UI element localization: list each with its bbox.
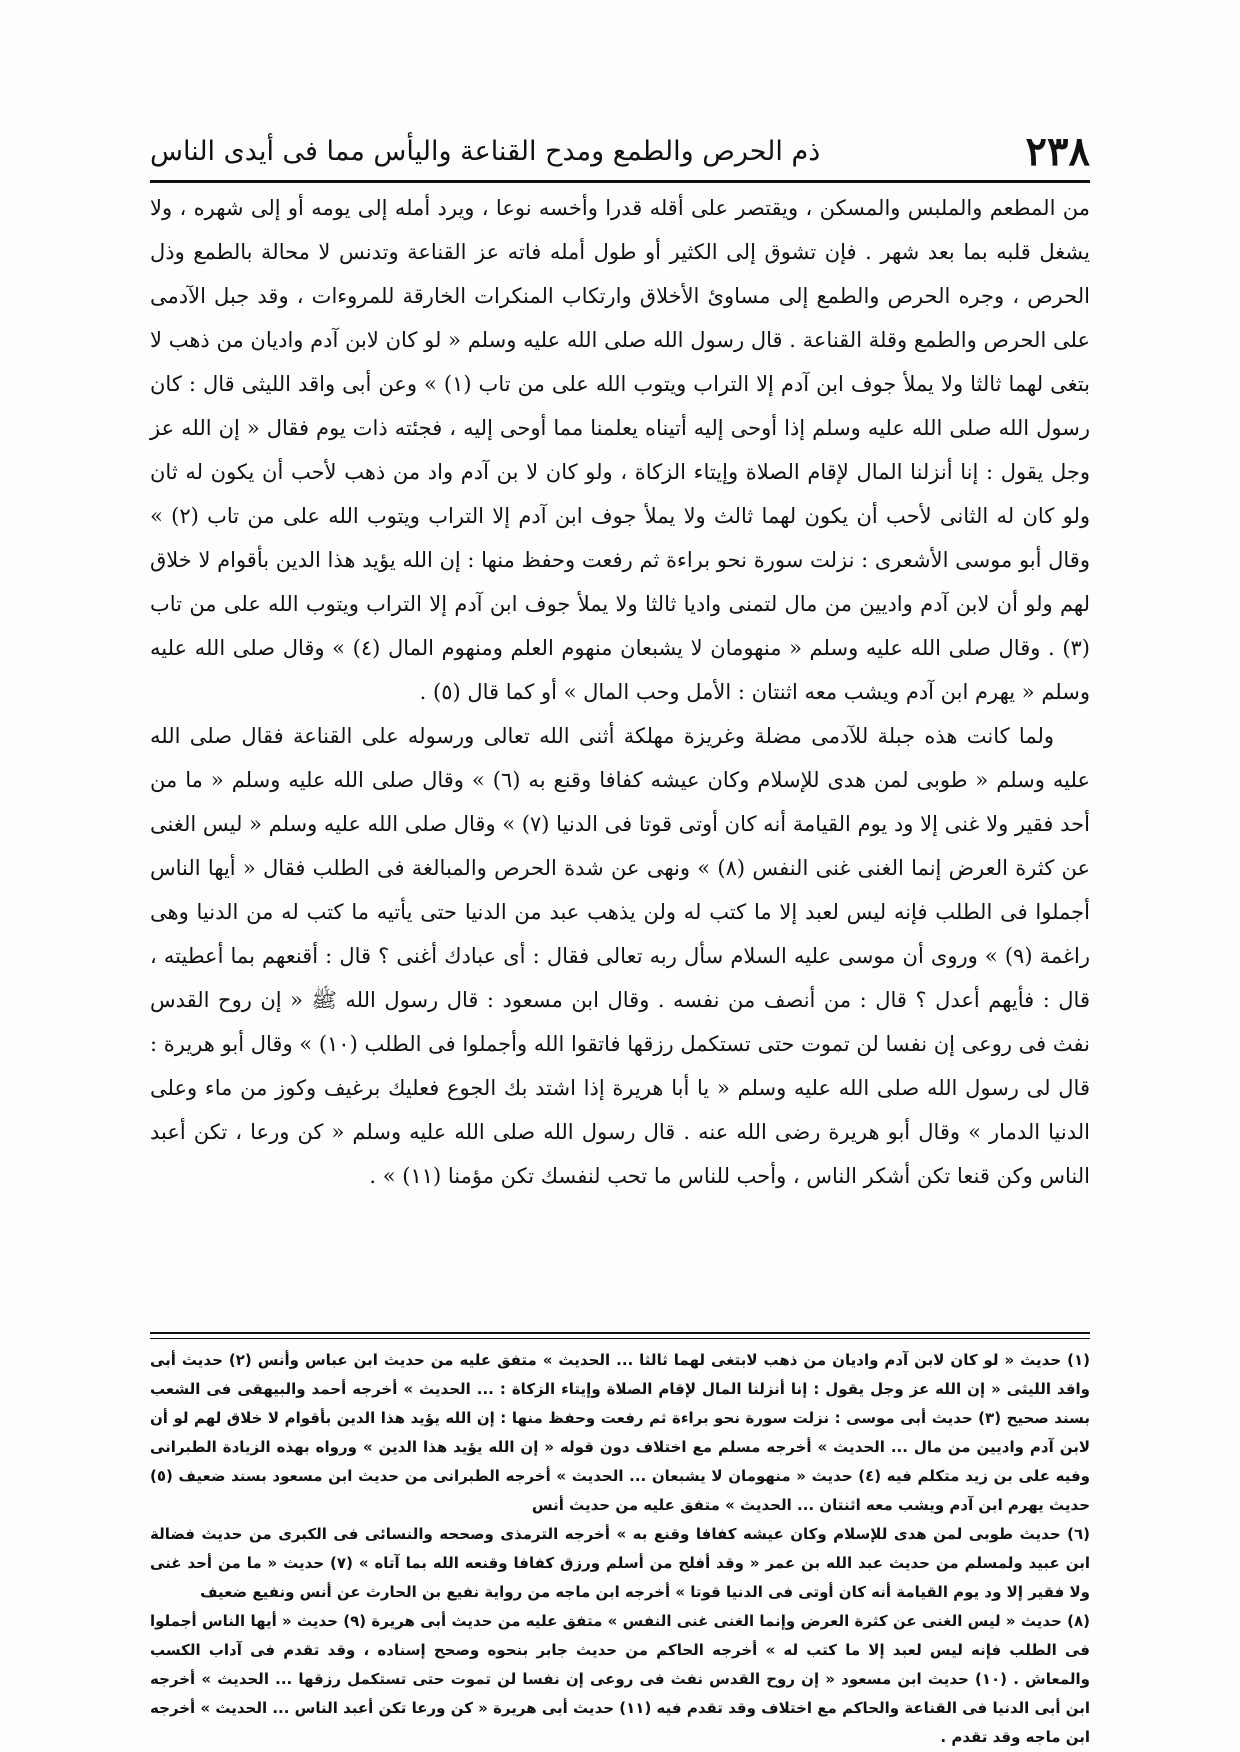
main-text (150, 186, 1090, 1198)
page-header (150, 128, 1090, 176)
footnote-rule (150, 1332, 1090, 1334)
body-paragraph: ولما كانت هذه جبلة للآدمى مضلة وغريزة مهلكة أثنى الله تعالى ورسوله على القناعة فقال صلى الله عليه وسلم « طوبى لمن هدى للإسلام وكان عيشه كفافا وقنع به (٦) » وقال صلى الله عليه وسلم « ما من أحد فقير ولا غنى إلا ود يوم القيامة أنه كان أوتى قوتا فى الدنيا (٧) » وقال صلى الله عليه وسلم « ليس الغنى عن كثرة العرض إنما الغنى غنى النفس (٨) » ونهى عن شدة الحرص والمبالغة فى الطلب فقال « أيها الناس أجملوا فى الطلب فإنه ليس لعبد إلا ما كتب له ولن يذهب عبد من الدنيا حتى يأتيه ما كتب له من الدنيا وهى راغمة (٩) » وروى أن موسى عليه السلام سأل ربه تعالى فقال : أى عبادك أغنى ؟ قال : أقنعهم بما أعطيته ، قال : فأيهم أعدل ؟ قال : من أنصف من نفسه . وقال ابن مسعود : قال رسول الله ﷺ « إن روح القدس نفث فى روعى إن نفسا لن تموت حتى تستكمل رزقها فاتقوا الله وأجملوا فى الطلب (١٠) » وقال أبو هريرة : قال لى رسول الله صلى الله عليه وسلم « يا أبا هريرة إذا اشتد بك الجوع فعليك برغيف وكوز من ماء وعلى الدنيا الدمار » وقال أبو هريرة رضى الله عنه . قال رسول الله صلى الله عليه وسلم « كن ورعا ، تكن أعبد الناس وكن قنعا تكن أشكر الناس ، وأحب للناس ما تحب لنفسك تكن مؤمنا (١١) » . (150, 724, 1090, 1188)
footnote-block: (٨) حديث « ليس الغنى عن كثرة العرض وإنما الغنى غنى النفس » متفق عليه من حديث أبى هريرة (٩) حديث « أيها الناس أجملوا فى الطلب فإنه ليس لعبد إلا ما كتب له » أخرجه الحاكم من حديث جابر بنحوه وصحح إسناده ، وقد تقدم فى آداب الكسب والمعاش . (١٠) حديث ابن مسعود « إن روح القدس نفث فى روعى إن نفسا لن تموت حتى تستكمل رزقها ... الحديث » أخرجه ابن أبى الدنيا فى القناعة والحاكم مع اختلاف وقد تقدم فيه (١١) حديث أبى هريرة « كن ورعا تكن أعبد الناس ... الحديث » أخرجه ابن ماجه وقد تقدم . (150, 1612, 1090, 1746)
header-rule (150, 180, 1090, 183)
footnote-block: (١) حديث « لو كان لابن آدم واديان من ذهب لابتغى لهما ثالثا ... الحديث » متفق عليه من حديث ابن عباس وأنس (٢) حديث أبى واقد الليثى « إن الله عز وجل يقول : إنا أنزلنا المال لإقام الصلاة وإيتاء الزكاة : ... الحديث » أخرجه أحمد والبيهقى فى الشعب بسند صحيح (٣) حديث أبى موسى : نزلت سورة نحو براءة ثم رفعت وحفظ منها : إن الله يؤيد هذا الدين بأقوام لا خلاق لهم لو أن لابن آدم واديين من مال ... الحديث » أخرجه مسلم مع اختلاف دون قوله « إن الله يؤيد هذا الدين » ورواه بهذه الزيادة الطبرانى وفيه على بن زيد متكلم فيه (٤) حديث « منهومان لا يشبعان ... الحديث » أخرجه الطبرانى من حديث ابن مسعود بسند ضعيف (٥) حديث يهرم ابن آدم ويشب معه اثنتان ... الحديث » متفق عليه من حديث أنس (150, 1351, 1090, 1514)
footnote-rule-thin (150, 1338, 1090, 1339)
footnote-block: (٦) حديث طوبى لمن هدى للإسلام وكان عيشه كفافا وقنع به » أخرجه الترمذى وصححه والنسائى فى الكبرى من حديث فضالة ابن عبيد ولمسلم من حديث عبد الله بن عمر « وقد أفلح من أسلم ورزق كفافا وقنعه الله بما آتاه » (٧) حديث « ما من أحد غنى ولا فقير إلا ود يوم القيامة أنه كان أوتى فى الدنيا قوتا » أخرجه ابن ماجه من رواية نفيع بن الحارث عن أنس ونفيع ضعيف (150, 1525, 1090, 1601)
running-title: ذم الحرص والطمع ومدح القناعة واليأس مما فى أيدى الناس (150, 136, 821, 167)
page-number: ٢٣٨ (1025, 128, 1090, 175)
footnotes (150, 1346, 1090, 1752)
body-paragraph: من المطعم والملبس والمسكن ، ويقتصر على أقله قدرا وأخسه نوعا ، ويرد أمله إلى يومه أو إلى شهره ، ولا يشغل قلبه بما بعد شهر . فإن تشوق إلى الكثير أو طول أمله فاته عز القناعة وتدنس لا محالة بالطمع وذل الحرص ، وجره الحرص والطمع إلى مساوئ الأخلاق وارتكاب المنكرات الخارقة للمروءات ، وقد جبل الآدمى على الحرص والطمع وقلة القناعة . قال رسول الله صلى الله عليه وسلم « لو كان لابن آدم واديان من ذهب لا بتغى لهما ثالثا ولا يملأ جوف ابن آدم إلا التراب ويتوب الله على من تاب (١) » وعن أبى واقد الليثى قال : كان رسول الله صلى الله عليه وسلم إذا أوحى إليه أتيناه يعلمنا مما أوحى إليه ، فجئته ذات يوم فقال « إن الله عز وجل يقول : إنا أنزلنا المال لإقام الصلاة وإيتاء الزكاة ، ولو كان لا بن آدم واد من ذهب لأحب أن يكون له ثان ولو كان له الثانى لأحب أن يكون لهما ثالث ولا يملأ جوف ابن آدم إلا التراب ويتوب الله على من تاب (٢) » وقال أبو موسى الأشعرى : نزلت سورة نحو براءة ثم رفعت وحفظ منها : إن الله يؤيد هذا الدين بأقوام لا خلاق لهم ولو أن لابن آدم واديين من مال لتمنى واديا ثالثا ولا يملأ جوف ابن آدم إلا التراب ويتوب الله على من تاب (٣) . وقال صلى الله عليه وسلم « منهومان لا يشبعان منهوم العلم ومنهوم المال (٤) » وقال صلى الله عليه وسلم « يهرم ابن آدم ويشب معه اثنتان : الأمل وحب المال » أو كما قال (٥) . (149, 196, 1090, 704)
